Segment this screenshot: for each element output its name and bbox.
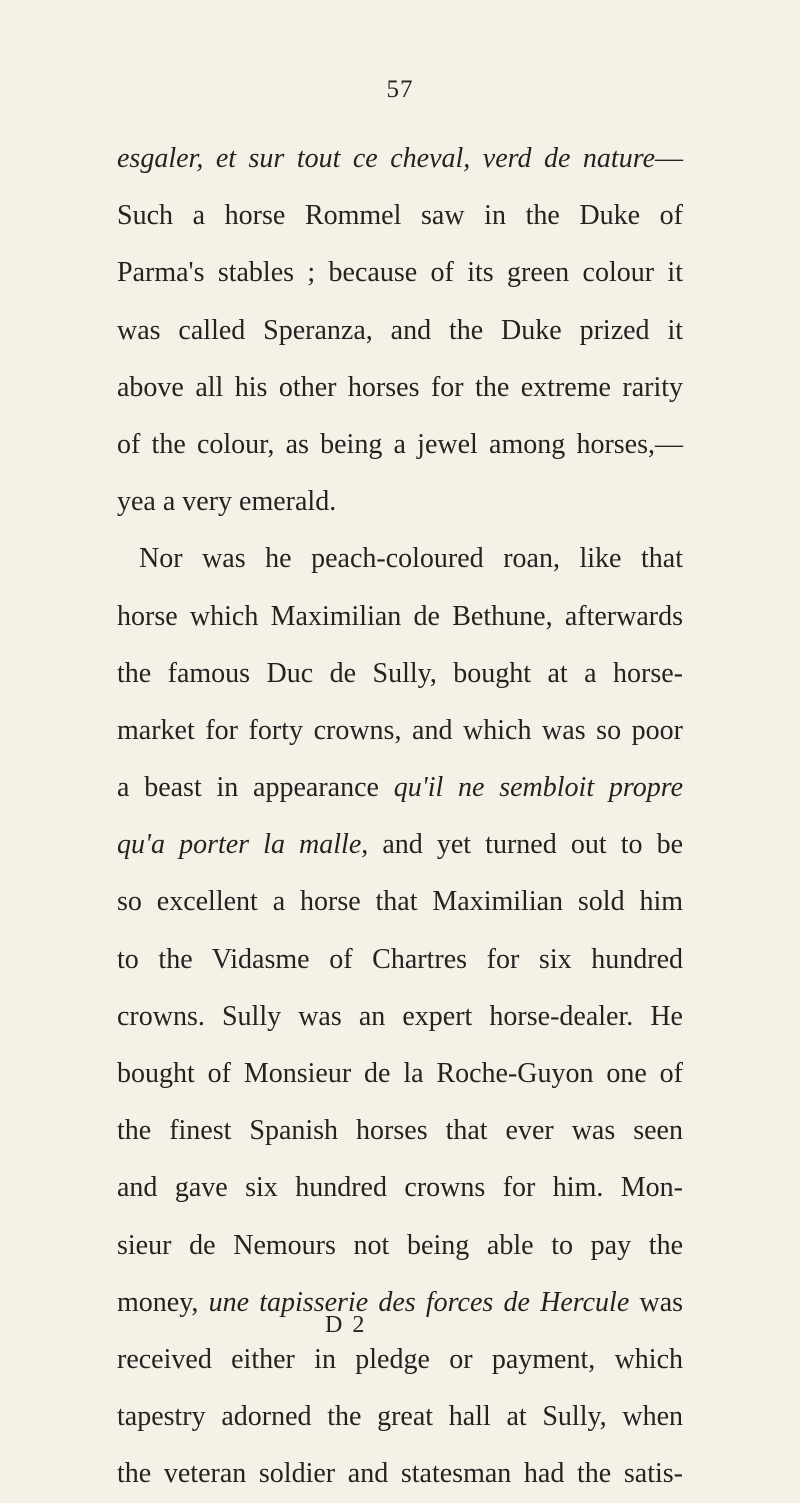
text-line [117,759,683,816]
text-line [117,1045,683,1102]
italic-text: une tapisserie des forces de Hercule [208,1286,630,1318]
text-line [117,187,683,244]
text-segment: — [655,143,683,174]
text-segment: and gave six hundred crowns for him. Mon- [117,1172,683,1204]
text-segment: , and yet turned out to be [361,829,683,861]
text-line [117,988,683,1045]
text-line [117,530,683,587]
text-segment: crowns. Sully was an expert horse-dealer. He [117,1000,683,1032]
text-segment: tapestry adorned the great hall at Sully, when [117,1401,683,1433]
text-line [117,1331,683,1388]
text-line [117,816,683,873]
text-segment: the veteran soldier and statesman had the satis- [117,1458,683,1490]
italic-text: qu'il ne sembloit propre [393,772,683,804]
text-line [117,1217,683,1274]
text-segment: Parma's stables ; because of its green colour it [117,257,683,289]
text-segment: money, [117,1286,209,1318]
italic-text: qu'a porter la malle [117,829,362,861]
text-line [117,302,683,359]
text-line [117,645,683,702]
text-line [117,473,683,530]
text-segment: the famous Duc de Sully, bought at a horse- [117,657,683,689]
text-line [117,702,683,759]
text-segment: bought of Monsieur de la Roche-Guyon one of [117,1058,683,1089]
text-segment: above all his other horses for the extreme rarity [117,371,683,403]
text-segment: to the Vidasme of Chartres for six hundred [117,943,683,975]
text-line [117,1388,683,1445]
text-segment: of the colour, as being a jewel among horses,— [117,428,683,460]
text-segment: sieur de Nemours not being able to pay the [117,1229,683,1261]
text-segment: horse which Maximilian de Bethune, afterwards [117,600,683,632]
italic-text: esgaler, et sur tout ce cheval, verd de nature [117,143,655,174]
text-line [117,359,683,416]
text-segment: yea a very emerald. [117,486,337,518]
page-number: 57 [386,76,414,103]
text-segment: Nor was he peach-coloured roan, like that [139,543,683,575]
signature-mark: D 2 [325,1312,367,1338]
text-segment: the finest Spanish horses that ever was seen [117,1115,683,1147]
text-segment: Such a horse Rommel saw in the Duke of [117,200,683,232]
text-segment: a beast in appearance [117,772,394,804]
text-line [117,1274,683,1331]
text-segment: was [629,1286,684,1318]
body-text [117,130,683,1503]
text-segment: received either in pledge or payment, which [117,1343,683,1375]
text-line [117,244,683,301]
text-line [117,931,683,988]
text-segment: market for forty crowns, and which was so poor [117,714,683,746]
text-line [117,873,683,930]
text-segment: so excellent a horse that Maximilian sold him [117,886,683,918]
text-line [117,588,683,645]
text-line [117,130,683,187]
text-line [117,416,683,473]
text-line [117,1159,683,1216]
text-segment: was called Speranza, and the Duke prized it [117,314,683,346]
text-line [117,1102,683,1159]
